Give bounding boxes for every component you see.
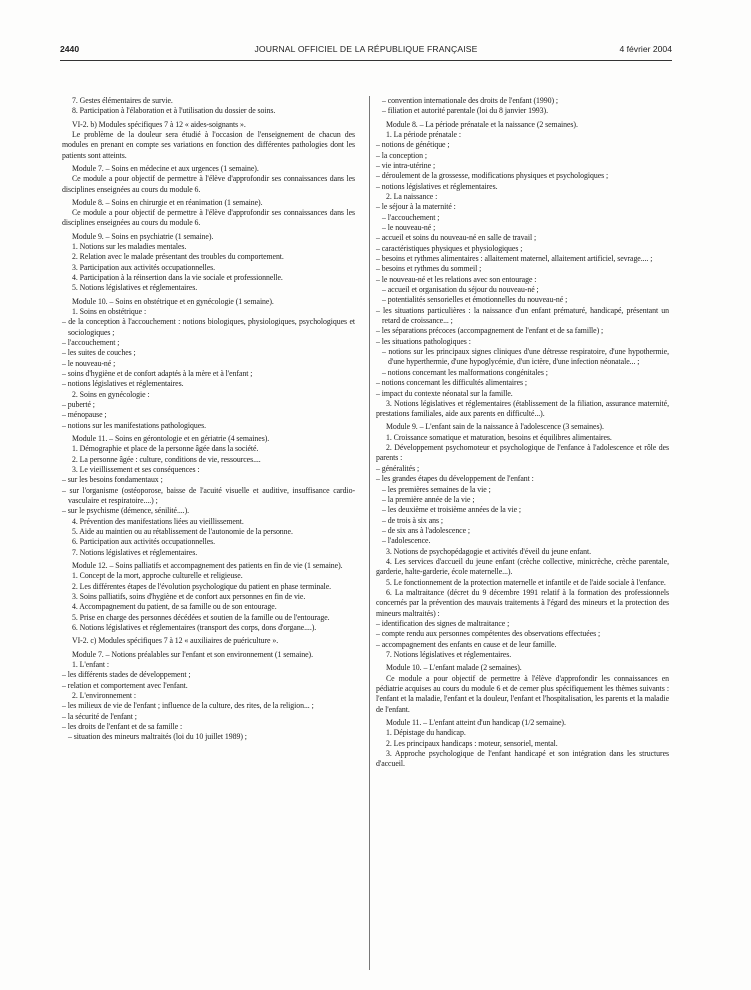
paragraph: – sur les besoins fondamentaux ; <box>62 475 163 485</box>
paragraph: – notions sur les manifestations pathologiques. <box>62 420 207 430</box>
paragraph: – caractéristiques physiques et physiologiques ; <box>376 243 523 253</box>
paragraph: – les milieux de vie de l'enfant ; influence de la culture, des rites, de la religion... ; <box>62 701 314 711</box>
paragraph: 4. Participation à la réinsertion dans la vie sociale et professionnelle. <box>72 273 283 283</box>
paragraph: 7. Notions législatives et réglementaires. <box>386 650 512 659</box>
paragraph: 2. La personne âgée : culture, conditions de vie, ressources.... <box>72 454 261 464</box>
paragraph: Module 8. – Soins en chirurgie et en réanimation (1 semaine). <box>72 197 263 207</box>
paragraph: 8. Participation à l'élaboration et à l'utilisation du dossier de soins. <box>72 106 276 116</box>
paragraph: – l'adolescence. <box>382 536 431 546</box>
paragraph: Module 9. – L'enfant sain de la naissance à l'adolescence (3 semaines). <box>386 422 604 432</box>
column-divider <box>369 96 370 970</box>
paragraph: – potentialités sensorielles et émotionnelles du nouveau-né ; <box>382 295 568 305</box>
paragraph: – généralités ; <box>376 463 420 473</box>
paragraph: 3. Le vieillissement et ses conséquences : <box>72 465 200 475</box>
paragraph: 1. La période prénatale : <box>386 129 461 139</box>
paragraph: – les grandes étapes du développement de l'enfant : <box>376 474 534 484</box>
paragraph: 1. Démographie et place de la personne âgée dans la société. <box>72 444 259 454</box>
paragraph: – le nouveau-né ; <box>62 358 116 368</box>
page-number: 2440 <box>60 44 80 54</box>
paragraph: 3. Notions de psychopédagogie et activités d'éveil du jeune enfant. <box>386 546 591 556</box>
paragraph: – notions concernant les difficultés alimentaires ; <box>376 378 528 388</box>
paragraph: 1. Concept de la mort, approche culturelle et religieuse. <box>72 571 243 581</box>
paragraph: – impact du contexte néonatal sur la famille. <box>376 388 513 398</box>
paragraph: – puberté ; <box>62 400 95 410</box>
right-column <box>376 96 669 770</box>
paragraph: 2. L'environnement : <box>72 690 137 700</box>
paragraph: Module 8. – La période prénatale et la naissance (2 semaines). <box>386 119 578 129</box>
paragraph: – soins d'hygiène et de confort adaptés à la mère et à l'enfant ; <box>62 369 253 379</box>
paragraph: – le nouveau-né ; <box>382 223 436 233</box>
paragraph: – les situations particulières : la naissance d'un enfant prématuré, handicapé, présentant un retard de croissance... ; <box>376 305 669 326</box>
journal-title: JOURNAL OFFICIEL DE LA RÉPUBLIQUE FRANÇAISE <box>254 44 478 54</box>
paragraph: – filiation et autorité parentale (loi du 8 janvier 1993). <box>382 106 548 116</box>
publication-date: 4 février 2004 <box>619 44 672 54</box>
paragraph: – accompagnement des enfants en cause et de leur famille. <box>376 639 557 649</box>
paragraph: – convention internationale des droits de l'enfant (1990) ; <box>382 96 559 105</box>
paragraph: – l'accouchement ; <box>62 338 120 348</box>
paragraph: – relation et comportement avec l'enfant. <box>62 680 188 690</box>
paragraph: Module 7. – Notions préalables sur l'enfant et son environnement (1 semaine). <box>72 649 313 659</box>
paragraph: Module 11. – L'enfant atteint d'un handicap (1/2 semaine). <box>386 717 566 727</box>
paragraph: 5. Le fonctionnement de la protection maternelle et infantile et de l'aide sociale à l'enfance. <box>386 577 666 587</box>
paragraph: 5. Prise en charge des personnes décédées et soutien de la famille ou de l'entourage. <box>72 612 330 622</box>
paragraph: 1. Croissance somatique et maturation, besoins et équilibres alimentaires. <box>386 432 612 442</box>
paragraph: VI-2. c) Modules spécifiques 7 à 12 « auxiliaires de puériculture ». <box>72 636 279 646</box>
paragraph: – le nouveau-né et les relations avec son entourage : <box>376 274 537 284</box>
paragraph: – les différents stades de développement ; <box>62 670 191 680</box>
paragraph: – notions législatives et réglementaires. <box>376 181 498 191</box>
paragraph: – accueil et organisation du séjour du nouveau-né ; <box>382 285 539 295</box>
paragraph: 3. Approche psychologique de l'enfant handicapé et son intégration dans les structures d'accueil. <box>376 748 669 769</box>
paragraph: – notions sur les principaux signes cliniques d'une détresse respiratoire, d'une hypothermie, d'une hyperthermie, d'une hypoglycémie, d'un ictère, d'une infection néonatale... ; <box>382 347 669 367</box>
paragraph: Module 7. – Soins en médecine et aux urgences (1 semaine). <box>72 163 259 173</box>
paragraph: – les deuxième et troisième années de la vie ; <box>382 505 522 515</box>
paragraph: – vie intra-utérine ; <box>376 160 436 170</box>
paragraph: – besoins et rythmes du sommeil ; <box>376 264 482 274</box>
page-header <box>60 44 672 58</box>
paragraph: – sur l'organisme (ostéoporose, baisse de l'acuité visuelle et auditive, insuffisance cardio-vasculaire et respiratoire....) ; <box>62 485 355 506</box>
paragraph: – notions de génétique ; <box>376 140 450 150</box>
paragraph: – situation des mineurs maltraités (loi du 10 juillet 1989) ; <box>68 732 247 742</box>
paragraph: 3. Participation aux activités occupationnelles. <box>72 262 216 272</box>
paragraph: – de trois à six ans ; <box>382 515 443 525</box>
paragraph: 2. Développement psychomoteur et psychologique de l'enfance à l'adolescence et rôle des parents : <box>376 443 669 463</box>
header-rule <box>60 60 672 61</box>
paragraph: 2. Soins en gynécologie : <box>72 389 150 399</box>
paragraph: 7. Gestes élémentaires de survie. <box>72 96 173 105</box>
paragraph: – la première année de la vie ; <box>382 494 475 504</box>
paragraph: – les suites de couches ; <box>62 348 136 358</box>
paragraph: 6. Notions législatives et réglementaires (transport des corps, dons d'organe....). <box>72 623 317 633</box>
paragraph: – la sécurité de l'enfant ; <box>62 711 137 721</box>
paragraph: Ce module a pour objectif de permettre à l'élève d'approfondir ses connaissances dans les disciplines enseignées au cours du module 6. <box>62 208 355 228</box>
paragraph: 1. Soins en obstétrique : <box>72 306 147 316</box>
paragraph: – de la conception à l'accouchement : notions biologiques, physiologiques, psychologiques et sociologiques ; <box>62 317 355 337</box>
paragraph: 6. Participation aux activités occupationnelles. <box>72 537 216 547</box>
paragraph: 7. Notions législatives et réglementaires. <box>72 547 198 557</box>
paragraph: Module 10. – Soins en obstétrique et en gynécologie (1 semaine). <box>72 296 274 306</box>
paragraph: – les séparations précoces (accompagnement de l'enfant et de sa famille) ; <box>376 326 604 336</box>
paragraph: Module 12. – Soins palliatifs et accompagnement des patients en fin de vie (1 semaine). <box>72 561 343 571</box>
paragraph: – identification des signes de maltraitance ; <box>376 618 510 628</box>
paragraph: – notions législatives et réglementaires. <box>62 379 184 389</box>
paragraph: 2. Les différentes étapes de l'évolution psychologique du patient en phase terminale. <box>72 581 332 591</box>
paragraph: – compte rendu aux personnes compétentes des observations effectuées ; <box>376 629 601 639</box>
paragraph: Module 10. – L'enfant malade (2 semaines). <box>386 663 522 673</box>
paragraph: Le problème de la douleur sera étudié à l'occasion de l'enseignement de chacun des modules en prenant en compte ses variations en fonction des différentes pathologies dont les patients sont atteints. <box>62 129 355 160</box>
paragraph: 1. Dépistage du handicap. <box>386 728 466 738</box>
paragraph: 2. Les principaux handicaps : moteur, sensoriel, mental. <box>386 738 558 748</box>
paragraph: Ce module a pour objectif de permettre à l'élève d'approfondir les connaissances en pédiatrie acquises au cours du module 6 et de cerner plus spécifiquement les thèmes suivants : l'enfant et la maladie, l'enfant et la douleur, l'enfant et l'hospitalisation, les parents et la maladie de l'enfant. <box>376 673 669 714</box>
paragraph: Module 11. – Soins en gérontologie et en gériatrie (4 semaines). <box>72 434 270 443</box>
paragraph: – de six ans à l'adolescence ; <box>382 525 471 535</box>
paragraph: 1. Notions sur les maladies mentales. <box>72 242 187 252</box>
paragraph: – ménopause ; <box>62 410 107 420</box>
paragraph: – déroulement de la grossesse, modifications physiques et psychologiques ; <box>376 171 609 181</box>
paragraph: Ce module a pour objectif de permettre à l'élève d'approfondir ses connaissances dans les disciplines enseignées au cours du module 6. <box>62 174 355 194</box>
paragraph: 6. La maltraitance (décret du 9 décembre 1991 relatif à la formation des professionnels concernés par la prévention des mauvais traitements à l'égard des mineurs et la protection des mineurs maltraités) : <box>376 587 669 618</box>
paragraph: – la conception ; <box>376 150 428 160</box>
paragraph: 3. Notions législatives et réglementaires (établissement de la filiation, assurance maternité, prestations familiales, aide aux parents en difficulté...). <box>376 398 669 419</box>
paragraph: 5. Notions législatives et réglementaires. <box>72 283 198 293</box>
paragraph: – les droits de l'enfant et de sa famille : <box>62 721 183 731</box>
paragraph: 5. Aide au maintien ou au rétablissement de l'autonomie de la personne. <box>72 527 293 537</box>
paragraph: 4. Accompagnement du patient, de sa famille ou de son entourage. <box>72 602 277 612</box>
paragraph: 1. L'enfant : <box>72 659 110 669</box>
paragraph: – sur le psychisme (démence, sénilité....). <box>62 506 190 516</box>
paragraph: – notions concernant les malformations congénitales ; <box>382 367 548 377</box>
paragraph: 4. Prévention des manifestations liées au vieillissement. <box>72 516 244 526</box>
paragraph: – les situations pathologiques : <box>376 336 471 346</box>
paragraph: 2. La naissance : <box>386 191 438 201</box>
paragraph: – accueil et soins du nouveau-né en salle de travail ; <box>376 233 537 243</box>
paragraph: 3. Soins palliatifs, soins d'hygiène et de confort aux personnes en fin de vie. <box>72 592 306 602</box>
paragraph: – les premières semaines de la vie ; <box>382 484 491 494</box>
paragraph: – besoins et rythmes alimentaires : allaitement maternel, allaitement artificiel, sevrage.... ; <box>376 254 653 264</box>
paragraph: Module 9. – Soins en psychiatrie (1 semaine). <box>72 231 214 241</box>
paragraph: – l'accouchement ; <box>382 212 440 222</box>
paragraph: 4. Les services d'accueil du jeune enfant (crèche collective, minicrèche, crèche parentale, garderie, halte-garderie, école maternelle...). <box>376 556 669 577</box>
left-column <box>62 96 355 743</box>
paragraph: VI-2. b) Modules spécifiques 7 à 12 « aides-soignants ». <box>72 119 246 129</box>
paragraph: – le séjour à la maternité : <box>376 202 456 212</box>
paragraph: 2. Relation avec le malade présentant des troubles du comportement. <box>72 252 284 262</box>
